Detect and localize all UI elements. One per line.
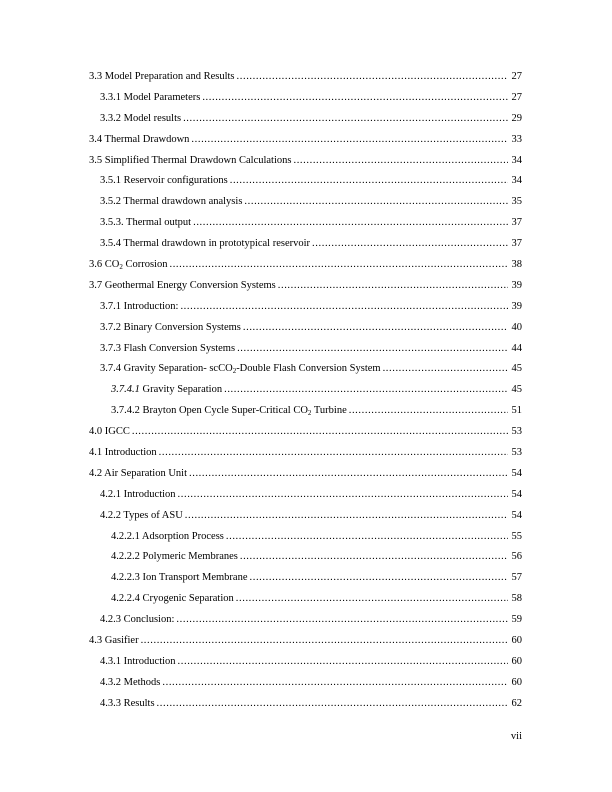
toc-entry[interactable]: [89, 279, 522, 300]
toc-entry-title-part: Corrosion: [122, 259, 168, 271]
toc-entry[interactable]: [89, 446, 522, 467]
toc-page-number: 39: [511, 300, 522, 312]
toc-entry[interactable]: [89, 133, 522, 154]
toc-page-number: 60: [511, 635, 522, 647]
toc-entry[interactable]: [89, 592, 522, 613]
toc-entry-title-part: -Double Flash Conversion System: [236, 363, 381, 375]
toc-entry[interactable]: [89, 174, 522, 195]
toc-entry-title: 3.5.2 Thermal drawdown analysis: [100, 196, 243, 208]
toc-page-number: 45: [511, 363, 522, 375]
toc-entry[interactable]: [89, 676, 522, 697]
toc-entry-title: 4.2.2.4 Cryogenic Separation: [111, 593, 234, 605]
toc-page-number: 54: [511, 509, 522, 521]
toc-entry-title-part: Turbine: [311, 405, 347, 417]
toc-entry[interactable]: [89, 550, 522, 571]
toc-dot-leader: [132, 425, 508, 439]
toc-entry[interactable]: [89, 321, 522, 342]
toc-page-number: 56: [511, 551, 522, 563]
toc-page-number: 39: [511, 279, 522, 291]
toc-dot-leader: [185, 509, 508, 523]
toc-page-number: 44: [511, 342, 522, 354]
toc-entry-number: 3.7.4.1: [111, 384, 140, 396]
toc-dot-leader: [237, 342, 508, 356]
toc-dot-leader: [312, 237, 508, 251]
toc-dot-leader: [226, 530, 508, 544]
toc-entry-title: 3.3 Model Preparation and Results: [89, 71, 235, 82]
toc-dot-leader: [162, 676, 508, 690]
toc-dot-leader: [183, 112, 508, 126]
toc-dot-leader: [250, 571, 509, 585]
toc-entry[interactable]: [89, 154, 522, 175]
toc-entry[interactable]: [89, 530, 522, 551]
toc-dot-leader: [243, 321, 508, 335]
toc-entry-title: 3.4 Thermal Drawdown: [89, 133, 190, 145]
toc-entry[interactable]: [89, 342, 522, 363]
toc-entry[interactable]: [89, 112, 522, 133]
toc-dot-leader: [237, 70, 508, 84]
toc-dot-leader: [236, 592, 508, 606]
toc-entry[interactable]: [89, 571, 522, 592]
toc-entry-title: [111, 404, 347, 418]
toc-entry[interactable]: [89, 383, 522, 404]
toc-dot-leader: [230, 174, 508, 188]
toc-entry-subscript: 2: [307, 409, 312, 418]
toc-entry-title: [100, 362, 381, 376]
toc-entry-title: 4.3.3 Results: [100, 697, 155, 709]
toc-page-number: 40: [511, 321, 522, 333]
toc-entry[interactable]: [89, 488, 522, 509]
toc-page-number: 27: [511, 71, 522, 82]
toc-dot-leader: [169, 258, 508, 272]
toc-page-number: 34: [511, 175, 522, 187]
toc-entry[interactable]: [89, 91, 522, 112]
toc-entry-title: 3.5.4 Thermal drawdown in prototypical reservoir: [100, 238, 311, 250]
toc-entry[interactable]: [89, 70, 522, 91]
toc-page-number: 27: [511, 91, 522, 103]
toc-page-number: 33: [511, 133, 522, 145]
toc-entry-title: 4.2.2 Types of ASU: [100, 509, 183, 521]
toc-dot-leader: [189, 467, 508, 481]
toc-entry-title: 3.7 Geothermal Energy Conversion Systems: [89, 279, 276, 291]
toc-entry[interactable]: [89, 697, 522, 718]
toc-dot-leader: [278, 279, 508, 293]
toc-page-number: 60: [511, 676, 522, 688]
page-number: vii: [510, 731, 522, 742]
toc-entry[interactable]: [89, 613, 522, 634]
toc-entry[interactable]: [89, 258, 522, 279]
table-of-contents: [89, 70, 522, 718]
toc-dot-leader: [141, 634, 508, 648]
toc-entry-title: [111, 383, 222, 397]
toc-entry-title: [89, 258, 167, 272]
toc-entry[interactable]: [89, 195, 522, 216]
toc-dot-leader: [157, 697, 508, 711]
toc-page-number: 58: [511, 593, 522, 605]
toc-entry-title: 3.5.1 Reservoir configurations: [100, 175, 228, 187]
toc-entry-title: 4.0 IGCC: [89, 426, 130, 438]
toc-entry[interactable]: [89, 362, 522, 383]
toc-entry-title: 3.5.3. Thermal output: [100, 217, 192, 229]
toc-entry-title: 4.3 Gasifier: [89, 635, 139, 647]
toc-page-number: 35: [511, 196, 522, 208]
toc-page-number: 45: [511, 384, 522, 396]
toc-page-number: 54: [511, 488, 522, 500]
toc-entry[interactable]: [89, 509, 522, 530]
toc-page-number: 29: [511, 112, 522, 124]
toc-dot-leader: [180, 300, 508, 314]
toc-entry[interactable]: [89, 655, 522, 676]
toc-page-number: 53: [511, 426, 522, 438]
toc-dot-leader: [178, 488, 508, 502]
toc-page-number: 54: [511, 467, 522, 479]
toc-page-number: 37: [511, 238, 522, 250]
toc-page-number: 51: [511, 405, 522, 417]
toc-entry[interactable]: [89, 300, 522, 321]
toc-entry[interactable]: [89, 216, 522, 237]
toc-entry[interactable]: [89, 404, 522, 425]
toc-entry[interactable]: [89, 425, 522, 446]
toc-entry-subscript: 2: [232, 367, 237, 376]
toc-entry-title: 3.7.2 Binary Conversion Systems: [100, 321, 241, 333]
toc-dot-leader: [191, 133, 508, 147]
toc-entry[interactable]: [89, 467, 522, 488]
toc-entry-title: 4.2.2.3 Ion Transport Membrane: [111, 572, 248, 584]
toc-dot-leader: [244, 195, 508, 209]
toc-entry-title: 4.2 Air Separation Unit: [89, 467, 187, 479]
toc-dot-leader: [293, 154, 508, 168]
toc-entry-title: 3.5 Simplified Thermal Drawdown Calculations: [89, 154, 292, 166]
toc-entry[interactable]: [89, 237, 522, 258]
toc-entry-title: 3.3.2 Model results: [100, 112, 182, 124]
toc-dot-leader: [349, 404, 508, 418]
toc-page-number: 55: [511, 530, 522, 542]
toc-dot-leader: [178, 655, 508, 669]
toc-dot-leader: [176, 613, 508, 627]
toc-entry-title: 4.2.2.2 Polymeric Membranes: [111, 551, 238, 563]
toc-page-number: 59: [511, 614, 522, 626]
toc-page-number: 53: [511, 447, 522, 459]
toc-page-number: 38: [511, 259, 522, 271]
toc-page-number: 57: [511, 572, 522, 584]
toc-page-number: 34: [511, 154, 522, 166]
toc-entry-title: 3.7.3 Flash Conversion Systems: [100, 342, 236, 354]
toc-entry-title: 4.1 Introduction: [89, 447, 157, 459]
toc-entry-title: 4.3.2 Methods: [100, 676, 161, 688]
toc-dot-leader: [159, 446, 508, 460]
toc-entry[interactable]: [89, 634, 522, 655]
toc-page-number: 37: [511, 217, 522, 229]
toc-entry-subscript: 2: [119, 263, 123, 272]
toc-entry-title: 4.3.1 Introduction: [100, 655, 176, 667]
toc-entry-title: 4.2.1 Introduction: [100, 488, 176, 500]
toc-dot-leader: [193, 216, 508, 230]
toc-entry-title: 4.2.2.1 Adsorption Process: [111, 530, 224, 542]
toc-page-number: 62: [511, 697, 522, 709]
toc-entry-title-part: Gravity Separation: [139, 384, 223, 396]
toc-entry-title-part: 3.7.4 Gravity Separation- scCO: [100, 363, 233, 375]
toc-dot-leader: [240, 550, 508, 564]
toc-entry-title-part: 3.7.4.2 Brayton Open Cycle Super-Critical CO: [111, 405, 308, 417]
toc-entry-title: 4.2.3 Conclusion:: [100, 614, 175, 626]
toc-entry-title: 3.7.1 Introduction:: [100, 300, 179, 312]
toc-dot-leader: [224, 383, 508, 397]
toc-entry-title: 3.3.1 Model Parameters: [100, 91, 201, 103]
toc-dot-leader: [202, 91, 508, 105]
toc-dot-leader: [383, 362, 508, 376]
toc-page-number: 60: [511, 655, 522, 667]
toc-entry-title-part: 3.6 CO: [89, 259, 120, 271]
